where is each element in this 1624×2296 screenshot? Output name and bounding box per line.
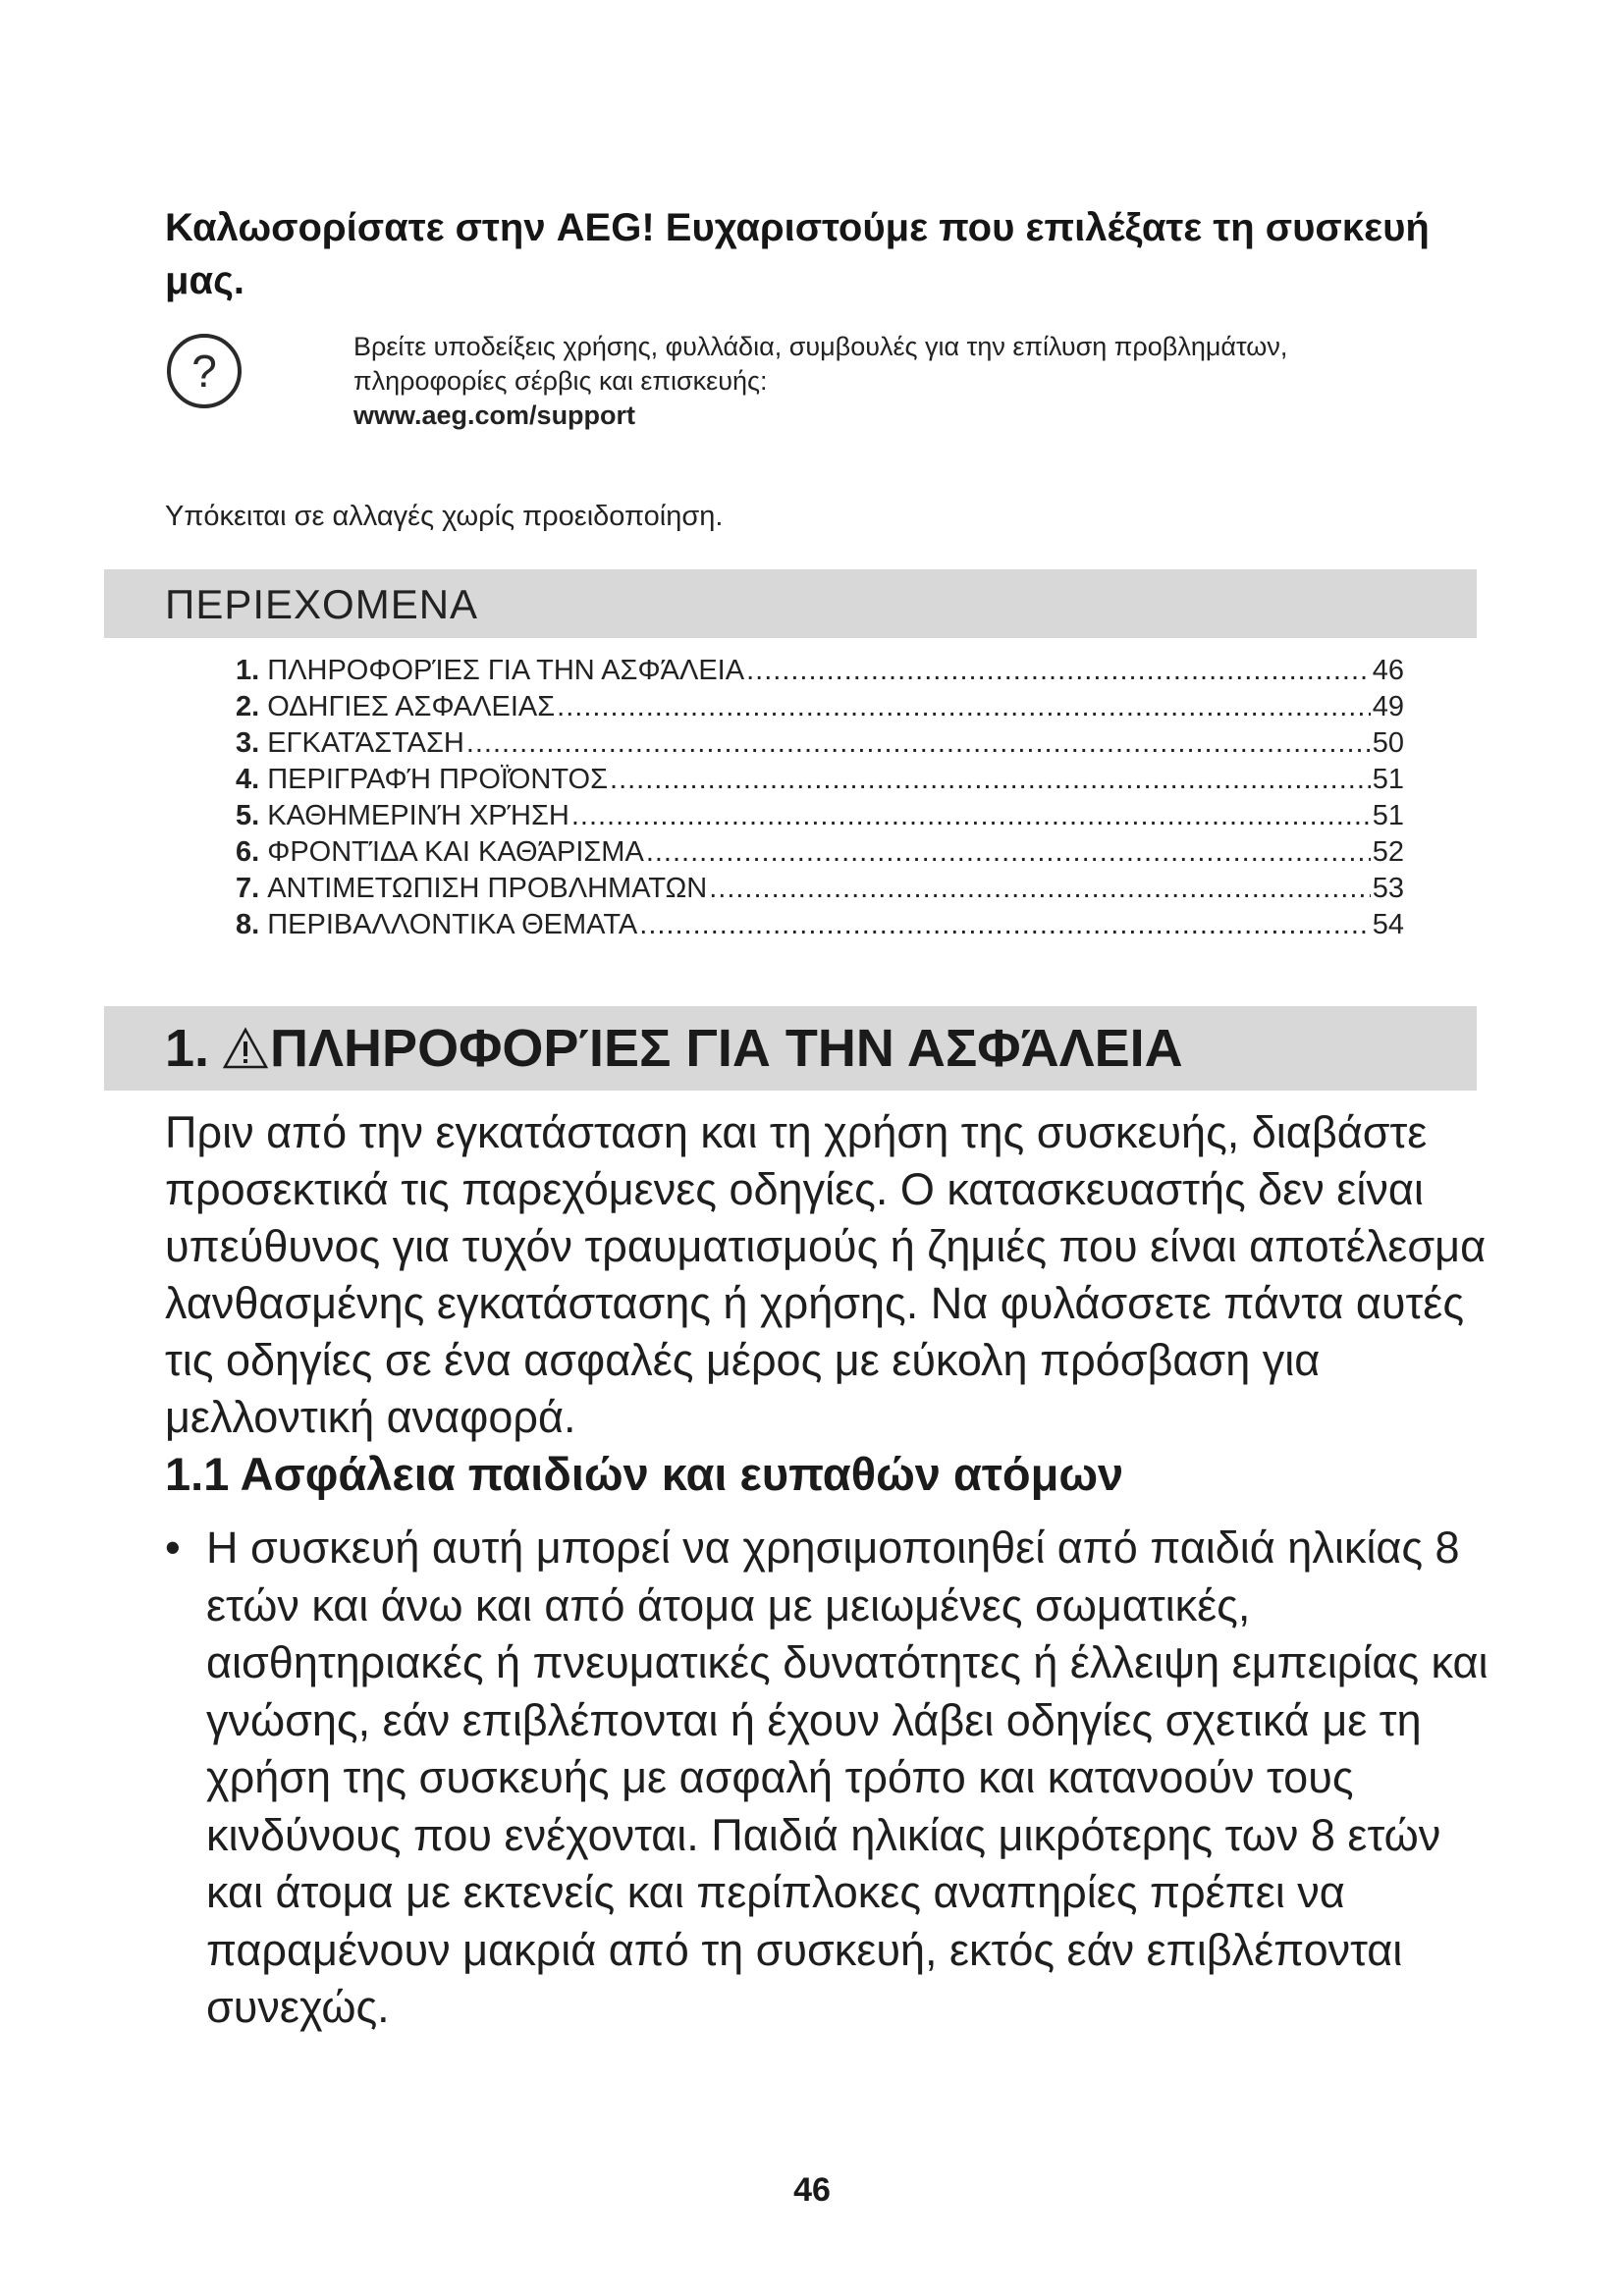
toc-item-number: 5.: [236, 800, 260, 831]
change-notice: Υπόκειται σε αλλαγές χωρίς προειδοποίηση.: [165, 501, 724, 532]
toc-title: ΠΕΡΙΕΧΟΜΕΝΑ: [165, 581, 479, 627]
toc-item-page: 52: [1372, 836, 1404, 868]
toc-item-page: 46: [1372, 655, 1404, 686]
support-info: [353, 330, 1434, 433]
welcome-heading: Καλωσορίσατε στην AEG! Ευχαριστούμε που επιλέξατε τη συσκευή μας.: [165, 206, 1430, 302]
toc-item-number: 3.: [236, 727, 260, 759]
section-title-text: ΠΛΗΡΟΦΟΡΊΕΣ ΓΙΑ ΤΗΝ ΑΣΦΆΛΕΙΑ: [270, 1019, 1183, 1078]
bullet-text: Η συσκευή αυτή μπορεί να χρησιμοποιηθεί από παιδιά ηλικίας 8 ετών και άνω και από άτομα με μειωμένες σωματικές, αισθητηριακές ή πνευματικές δυνατότητες ή έλλειψη εμπειρίας και γνώσης, εάν επιβλέπονται ή έχουν λάβει οδηγίες σχετικά με τη χρήση της συσκευής με ασφαλή τρόπο και κατανοούν τους κινδύνους που ενέχονται. Παιδιά ηλικίας μικρότερης των 8 ετών και άτομα με εκτενείς και περίπλοκες αναπηρίες πρέπει να παραμένουν μακριά από τη συσκευή, εκτός εάν επιβλέπονται συνεχώς.: [206, 1522, 1489, 2032]
toc-item-page: 49: [1372, 691, 1404, 722]
toc-item[interactable]: [236, 836, 1404, 873]
page-number: 46: [793, 2171, 831, 2209]
toc-leader-dots: [746, 655, 1371, 687]
toc-item-number: 8.: [236, 909, 260, 940]
toc-item[interactable]: [236, 873, 1404, 909]
toc-item-number: 7.: [236, 873, 260, 904]
toc-item[interactable]: [236, 909, 1404, 945]
toc-item-number: 6.: [236, 836, 260, 868]
toc-leader-dots: [646, 836, 1371, 869]
support-link[interactable]: www.aeg.com/support: [353, 400, 636, 430]
toc-leader-dots: [709, 873, 1371, 905]
subsection-heading: 1.1 Ασφάλεια παιδιών και ευπαθών ατόμων: [165, 1448, 1124, 1500]
support-line-2: πληροφορίες σέρβις και επισκευής:: [353, 366, 768, 396]
toc-item-number: 4.: [236, 764, 260, 795]
toc-leader-dots: [557, 691, 1371, 723]
table-of-contents: [236, 655, 1404, 945]
toc-item-label: ΠΛΗΡΟΦΟΡΊΕΣ ΓΙΑ ΤΗΝ ΑΣΦΆΛΕΙΑ: [267, 655, 745, 686]
toc-item[interactable]: [236, 727, 1404, 764]
toc-item-page: 50: [1372, 727, 1404, 759]
toc-item-page: 51: [1372, 764, 1404, 795]
toc-header-bar: [104, 569, 1477, 638]
toc-item[interactable]: [236, 655, 1404, 691]
toc-item-number: 2.: [236, 691, 260, 722]
toc-item-label: ΑΝΤΙΜΕΤΩΠΙΣΗ ΠΡΟΒΛΗΜΑΤΩΝ: [267, 873, 708, 904]
toc-item-label: ΚΑΘΗΜΕΡΙΝΉ ΧΡΉΣΗ: [267, 800, 569, 831]
toc-item-label: ΦΡΟΝΤΊΔΑ ΚΑΙ ΚΑΘΆΡΙΣΜΑ: [267, 836, 644, 868]
toc-leader-dots: [610, 764, 1371, 796]
toc-item[interactable]: [236, 800, 1404, 836]
svg-text:?: ?: [191, 346, 217, 397]
section-number: 1.: [165, 1019, 210, 1078]
toc-item-label: ΠΕΡΙΒΑΛΛΟΝΤΙΚΑ ΘΕΜΑΤΑ: [267, 909, 638, 940]
support-line-1: Βρείτε υποδείξεις χρήσης, φυλλάδια, συμβουλές για την επίλυση προβλημάτων,: [353, 332, 1288, 361]
toc-leader-dots: [466, 727, 1371, 760]
list-item: [165, 1520, 1490, 2037]
section-header-bar: [104, 1006, 1477, 1091]
toc-leader-dots: [571, 800, 1371, 832]
toc-item[interactable]: [236, 764, 1404, 800]
toc-item-page: 51: [1372, 800, 1404, 831]
bullet-marker: •: [165, 1522, 181, 1573]
toc-item-label: ΟΔΗΓΙΕΣ ΑΣΦΑΛΕΙΑΣ: [267, 691, 556, 722]
toc-item[interactable]: [236, 691, 1404, 727]
intro-paragraph: Πριν από την εγκατάσταση και τη χρήση της συσκευής, διαβάστε προσεκτικά τις παρεχόμενες οδηγίες. Ο κατασκευαστής δεν είναι υπεύθυνος για τυχόν τραυματισμούς ή ζημιές που είναι αποτέλεσμα λανθασμένης εγκατάστασης ή χρήσης. Να φυλάσσετε πάντα αυτές τις οδηγίες σε ένα ασφαλές μέρος με εύκολη πρόσβαση για μελλοντική αναφορά.: [165, 1107, 1487, 1442]
toc-item-number: 1.: [236, 655, 260, 686]
warning-triangle-icon: [223, 1027, 268, 1070]
question-circle-icon: [165, 332, 244, 410]
toc-item-label: ΠΕΡΙΓΡΑΦΉ ΠΡΟΪΌΝΤΟΣ: [267, 764, 609, 795]
toc-leader-dots: [639, 909, 1370, 941]
section-title: [165, 1018, 1183, 1079]
toc-item-page: 53: [1372, 873, 1404, 904]
toc-item-page: 54: [1372, 909, 1404, 940]
toc-item-label: ΕΓΚΑΤΆΣΤΑΣΗ: [267, 727, 464, 759]
